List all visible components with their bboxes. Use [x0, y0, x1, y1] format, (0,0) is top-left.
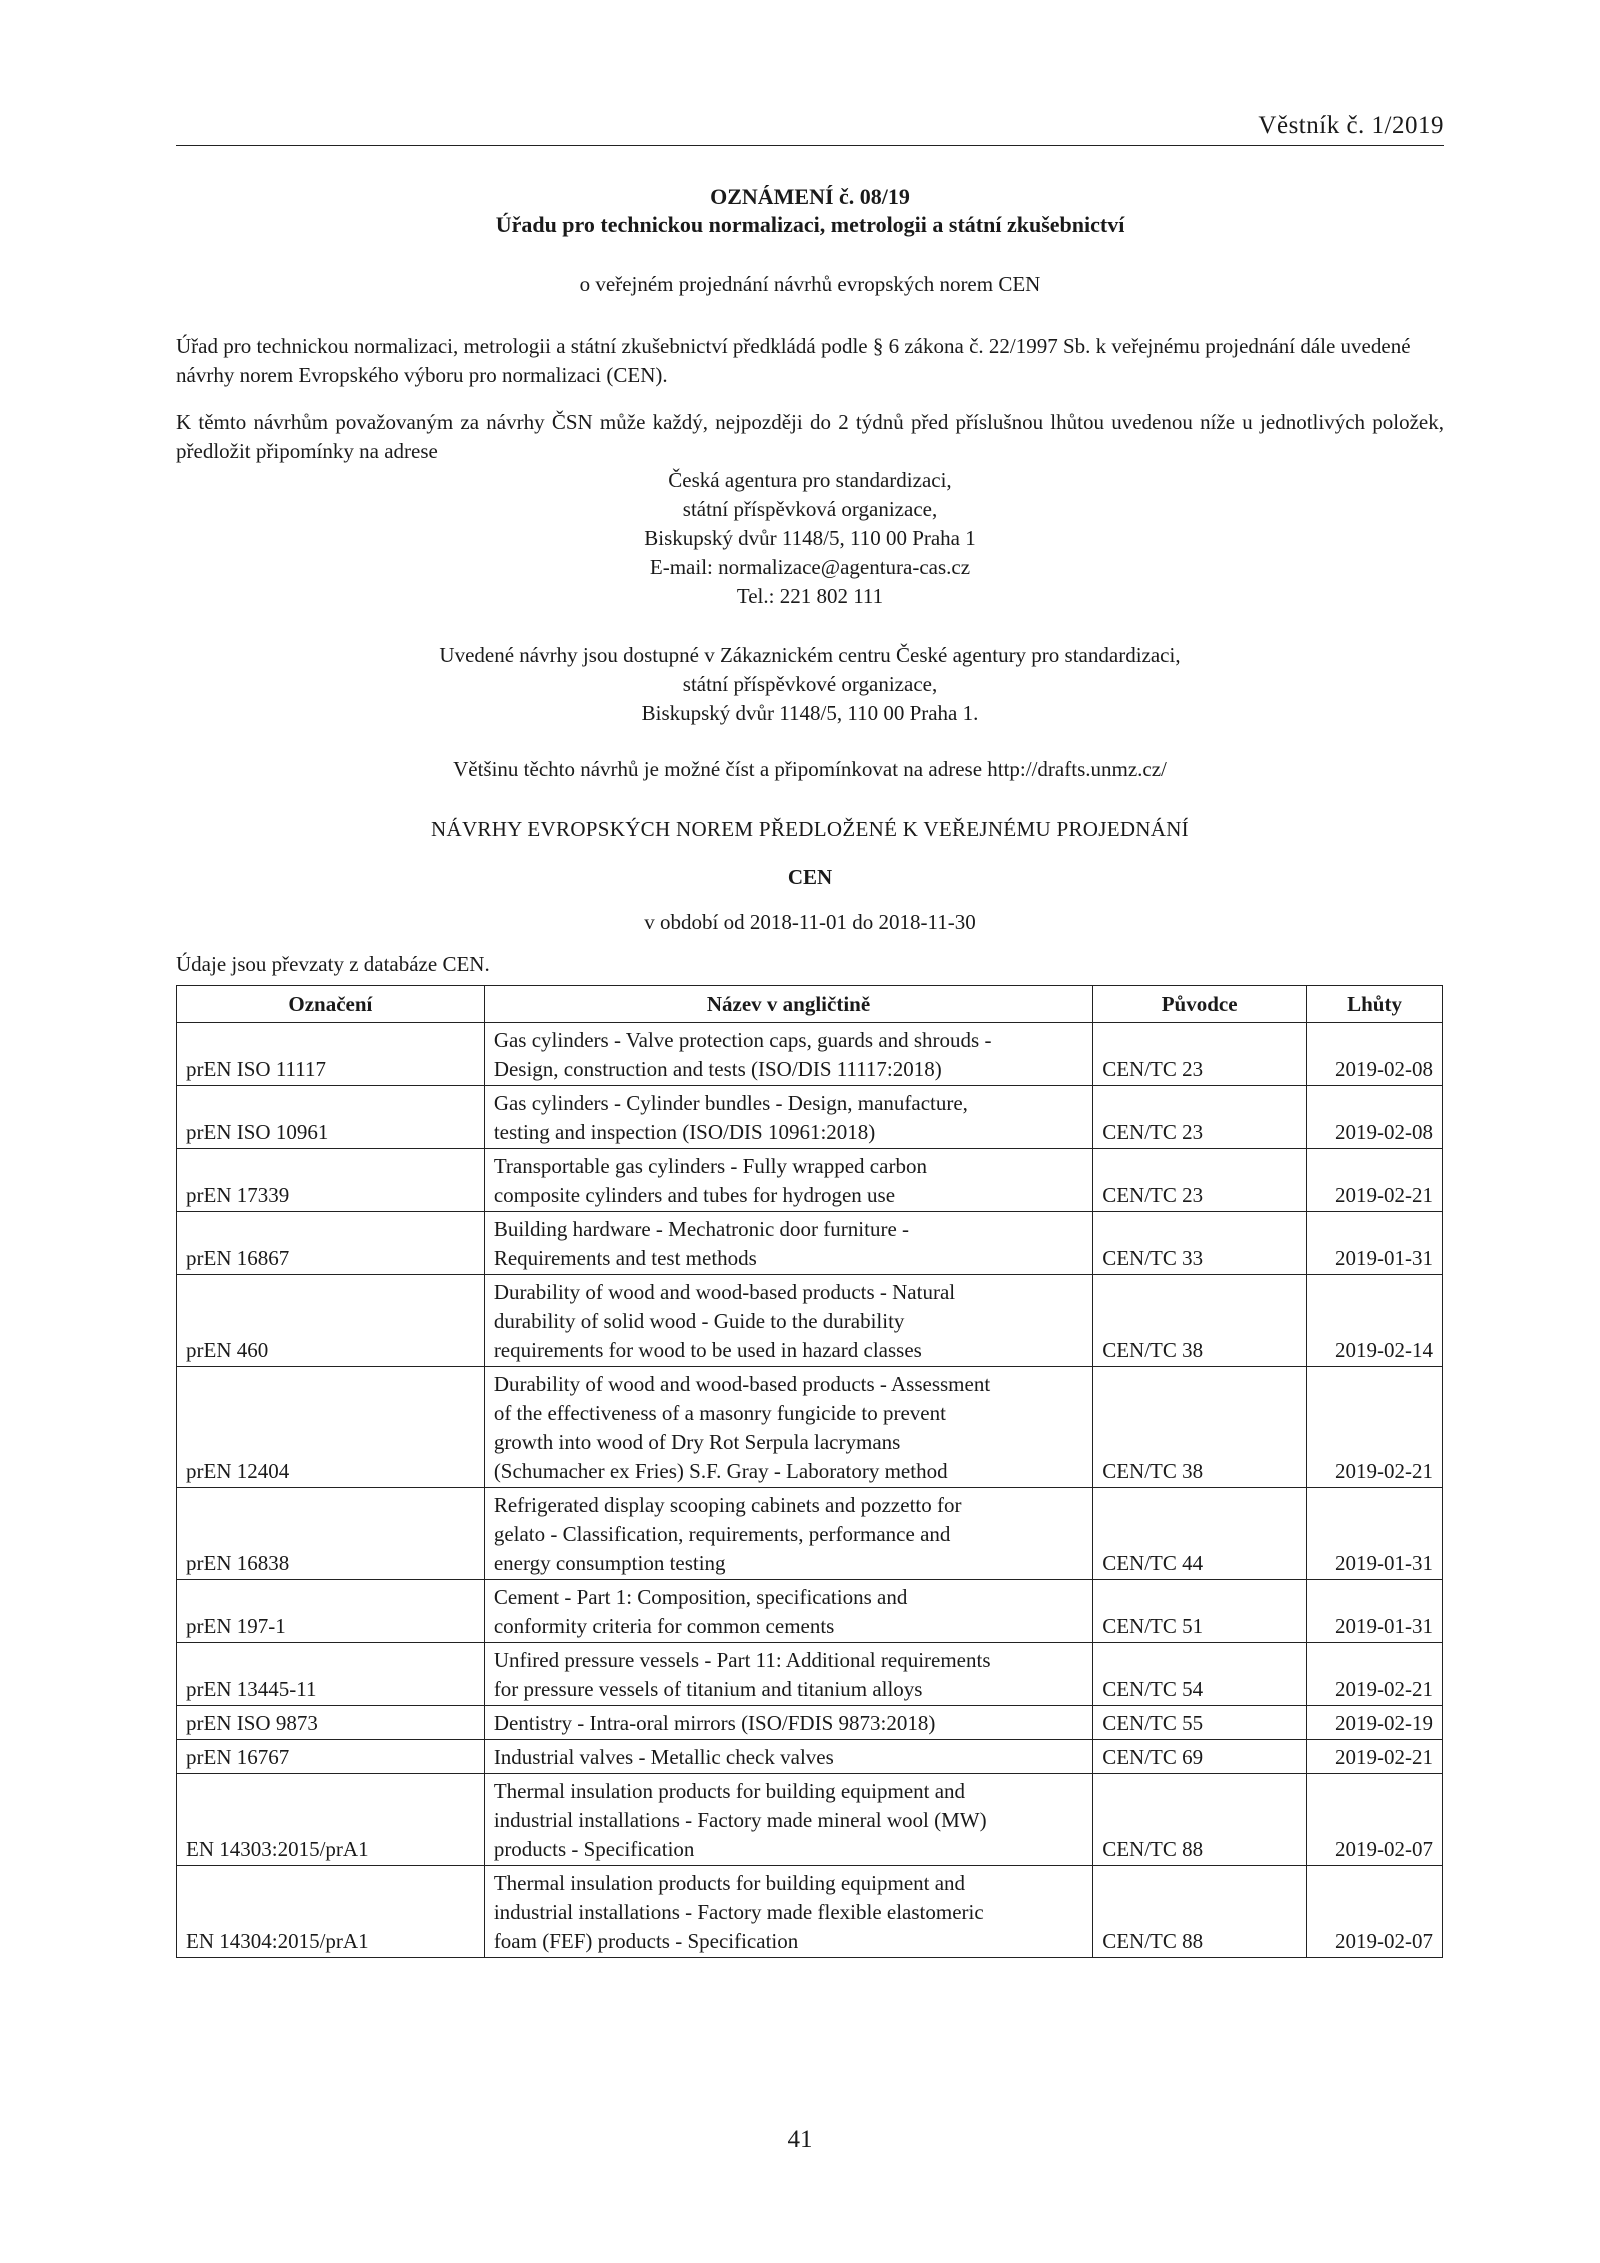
norm-title-line: Thermal insulation products for building equipment and — [493, 1871, 966, 1895]
norm-deadline-cell: 2019-02-21 — [1307, 1643, 1443, 1706]
norm-title-cell — [484, 1023, 1092, 1086]
norm-title-cell — [484, 1740, 1092, 1774]
table-row — [177, 1367, 1443, 1488]
norm-title-cell — [484, 1866, 1092, 1958]
announcement-title: OZNÁMENÍ č. 08/19 — [710, 184, 910, 209]
norm-code-cell: prEN 16867 — [177, 1212, 485, 1275]
norm-deadline-cell: 2019-02-08 — [1307, 1086, 1443, 1149]
journal-header: Věstník č. 1/2019 — [1258, 112, 1444, 139]
norm-title-cell — [484, 1086, 1092, 1149]
table-row — [177, 1023, 1443, 1086]
norm-title-line: Refrigerated display scooping cabinets and pozzetto for — [493, 1493, 962, 1517]
norm-code-cell: prEN 16838 — [177, 1488, 485, 1580]
norm-origin-cell: CEN/TC 23 — [1093, 1086, 1307, 1149]
norm-title-line: of the effectiveness of a masonry fungicide to prevent — [493, 1401, 946, 1425]
address-line: Česká agentura pro standardizaci, — [668, 468, 952, 492]
norm-title-line: testing and inspection (ISO/DIS 10961:2018) — [493, 1120, 876, 1144]
norm-origin-cell: CEN/TC 88 — [1093, 1866, 1307, 1958]
norm-title-line: for pressure vessels of titanium and titanium alloys — [493, 1677, 923, 1701]
norm-origin-cell: CEN/TC 51 — [1093, 1580, 1307, 1643]
header-cell-code: Označení — [177, 986, 485, 1023]
norm-deadline-cell: 2019-02-19 — [1307, 1706, 1443, 1740]
norm-title-line: foam (FEF) products - Specification — [493, 1929, 799, 1953]
period-label: v období od 2018-11-01 do 2018-11-30 — [644, 910, 976, 934]
organization-label: CEN — [787, 865, 833, 889]
table-row — [177, 1149, 1443, 1212]
norm-title-line: energy consumption testing — [493, 1551, 726, 1575]
norm-code-cell: prEN ISO 9873 — [177, 1706, 485, 1740]
norm-origin-cell: CEN/TC 54 — [1093, 1643, 1307, 1706]
norm-title-cell — [484, 1643, 1092, 1706]
norms-table — [176, 985, 1443, 1958]
table-row — [177, 1740, 1443, 1774]
availability-line: Biskupský dvůr 1148/5, 110 00 Praha 1. — [641, 701, 979, 725]
norm-title-cell — [484, 1706, 1092, 1740]
comments-paragraph: K těmto návrhům považovaným za návrhy ČSN může každý, nejpozději do 2 týdnů před příslušnou lhůtou uvedenou níže u jednotlivých položek, předložit připomínky na adrese — [176, 410, 1444, 463]
norm-origin-cell: CEN/TC 88 — [1093, 1774, 1307, 1866]
norm-deadline-cell: 2019-02-08 — [1307, 1023, 1443, 1086]
announcement-issuer: Úřadu pro technickou normalizaci, metrologii a státní zkušebnictví — [495, 212, 1125, 237]
norm-title-line: Building hardware - Mechatronic door furniture - — [493, 1217, 910, 1241]
norm-code-cell: prEN 12404 — [177, 1367, 485, 1488]
section-title: NÁVRHY EVROPSKÝCH NOREM PŘEDLOŽENÉ K VEŘEJNÉMU PROJEDNÁNÍ — [431, 817, 1189, 841]
norm-deadline-cell: 2019-01-31 — [1307, 1212, 1443, 1275]
norm-title-cell — [484, 1149, 1092, 1212]
norm-title-line: industrial installations - Factory made mineral wool (MW) — [493, 1808, 987, 1832]
norm-title-line: Durability of wood and wood-based products - Natural — [493, 1280, 956, 1304]
norm-code-cell: prEN 13445-11 — [177, 1643, 485, 1706]
norm-origin-cell: CEN/TC 23 — [1093, 1023, 1307, 1086]
norm-deadline-cell: 2019-01-31 — [1307, 1580, 1443, 1643]
norm-title-line: durability of solid wood - Guide to the durability — [493, 1309, 905, 1333]
norm-deadline-cell: 2019-02-21 — [1307, 1149, 1443, 1212]
norm-deadline-cell: 2019-02-21 — [1307, 1740, 1443, 1774]
norm-title-line: Dentistry - Intra-oral mirrors (ISO/FDIS 9873:2018) — [493, 1711, 936, 1735]
norm-code-cell: prEN 17339 — [177, 1149, 485, 1212]
address-email: E-mail: normalizace@agentura-cas.cz — [649, 555, 971, 579]
address-line: Biskupský dvůr 1148/5, 110 00 Praha 1 — [644, 526, 976, 550]
header-cell-origin: Původce — [1093, 986, 1307, 1023]
table-row — [177, 1086, 1443, 1149]
norm-code-cell: prEN 460 — [177, 1275, 485, 1367]
norm-title-line: Industrial valves - Metallic check valves — [493, 1745, 834, 1769]
norm-title-line: Gas cylinders - Cylinder bundles - Design, manufacture, — [493, 1091, 968, 1115]
norm-origin-cell: CEN/TC 38 — [1093, 1367, 1307, 1488]
norm-code-cell: prEN 197-1 — [177, 1580, 485, 1643]
norm-title-cell — [484, 1488, 1092, 1580]
norm-title-line: industrial installations - Factory made flexible elastomeric — [493, 1900, 984, 1924]
table-row — [177, 1275, 1443, 1367]
norm-title-line: Transportable gas cylinders - Fully wrapped carbon — [493, 1154, 927, 1178]
table-row — [177, 1774, 1443, 1866]
norm-title-cell — [484, 1212, 1092, 1275]
norm-code-cell: EN 14303:2015/prA1 — [177, 1774, 485, 1866]
norm-title-line: Requirements and test methods — [493, 1246, 757, 1270]
table-row — [177, 1488, 1443, 1580]
norm-origin-cell: CEN/TC 33 — [1093, 1212, 1307, 1275]
norm-title-line: composite cylinders and tubes for hydrogen use — [493, 1183, 896, 1207]
norm-title-line: Unfired pressure vessels - Part 11: Additional requirements — [493, 1648, 991, 1672]
table-body — [177, 1023, 1443, 1958]
norm-code-cell: prEN ISO 11117 — [177, 1023, 485, 1086]
address-line: státní příspěvková organizace, — [682, 497, 938, 521]
source-note: Údaje jsou převzaty z databáze CEN. — [176, 952, 490, 976]
norm-origin-cell: CEN/TC 44 — [1093, 1488, 1307, 1580]
norm-code-cell: prEN 16767 — [177, 1740, 485, 1774]
norm-code-cell: EN 14304:2015/prA1 — [177, 1866, 485, 1958]
table-header-row — [177, 986, 1443, 1023]
norm-title-cell — [484, 1275, 1092, 1367]
norm-deadline-cell: 2019-02-21 — [1307, 1367, 1443, 1488]
norm-title-cell — [484, 1580, 1092, 1643]
availability-line: Uvedené návrhy jsou dostupné v Zákaznickém centru České agentury pro standardizaci, — [439, 643, 1181, 667]
norm-origin-cell: CEN/TC 69 — [1093, 1740, 1307, 1774]
table-row — [177, 1643, 1443, 1706]
norm-origin-cell: CEN/TC 38 — [1093, 1275, 1307, 1367]
table-row — [177, 1866, 1443, 1958]
norm-deadline-cell: 2019-02-14 — [1307, 1275, 1443, 1367]
norm-title-cell — [484, 1774, 1092, 1866]
norm-origin-cell: CEN/TC 55 — [1093, 1706, 1307, 1740]
address-block — [176, 466, 1444, 611]
norm-code-cell: prEN ISO 10961 — [177, 1086, 485, 1149]
norm-title-line: Gas cylinders - Valve protection caps, guards and shrouds - — [493, 1028, 992, 1052]
header-rule — [176, 145, 1444, 146]
norm-title-line: products - Specification — [493, 1837, 695, 1861]
norm-title-line: Durability of wood and wood-based products - Assessment — [493, 1372, 991, 1396]
norm-deadline-cell: 2019-01-31 — [1307, 1488, 1443, 1580]
norm-title-line: gelato - Classification, requirements, performance and — [493, 1522, 951, 1546]
norm-title-line: Thermal insulation products for building equipment and — [493, 1779, 966, 1803]
norm-title-cell — [484, 1367, 1092, 1488]
norm-title-line: Design, construction and tests (ISO/DIS 11117:2018) — [493, 1057, 942, 1081]
availability-block — [176, 641, 1444, 728]
norm-title-line: Cement - Part 1: Composition, specifications and — [493, 1585, 908, 1609]
intro-paragraph: Úřad pro technickou normalizaci, metrologii a státní zkušebnictví předkládá podle § 6 zákona č. 22/1997 Sb. k veřejnému projednání dále uvedené návrhy norem Evropského výboru pro normalizaci (CEN). — [176, 334, 1411, 387]
availability-line: státní příspěvkové organizace, — [682, 672, 938, 696]
page-number: 41 — [787, 2126, 813, 2153]
announcement-subtitle: o veřejném projednání návrhů evropských norem CEN — [579, 272, 1041, 296]
norm-title-line: (Schumacher ex Fries) S.F. Gray - Laboratory method — [493, 1459, 948, 1483]
web-note: Většinu těchto návrhů je možné číst a připomínkovat na adrese http://drafts.unmz.cz/ — [453, 757, 1167, 781]
norm-deadline-cell: 2019-02-07 — [1307, 1774, 1443, 1866]
norm-deadline-cell: 2019-02-07 — [1307, 1866, 1443, 1958]
table-row — [177, 1212, 1443, 1275]
header-cell-deadline: Lhůty — [1307, 986, 1443, 1023]
norm-origin-cell: CEN/TC 23 — [1093, 1149, 1307, 1212]
table-row — [177, 1580, 1443, 1643]
norm-title-line: conformity criteria for common cements — [493, 1614, 835, 1638]
header-cell-title: Název v angličtině — [484, 986, 1092, 1023]
norm-title-line: growth into wood of Dry Rot Serpula lacrymans — [493, 1430, 901, 1454]
norm-title-line: requirements for wood to be used in hazard classes — [493, 1338, 922, 1362]
table-row — [177, 1706, 1443, 1740]
address-phone: Tel.: 221 802 111 — [736, 584, 884, 608]
